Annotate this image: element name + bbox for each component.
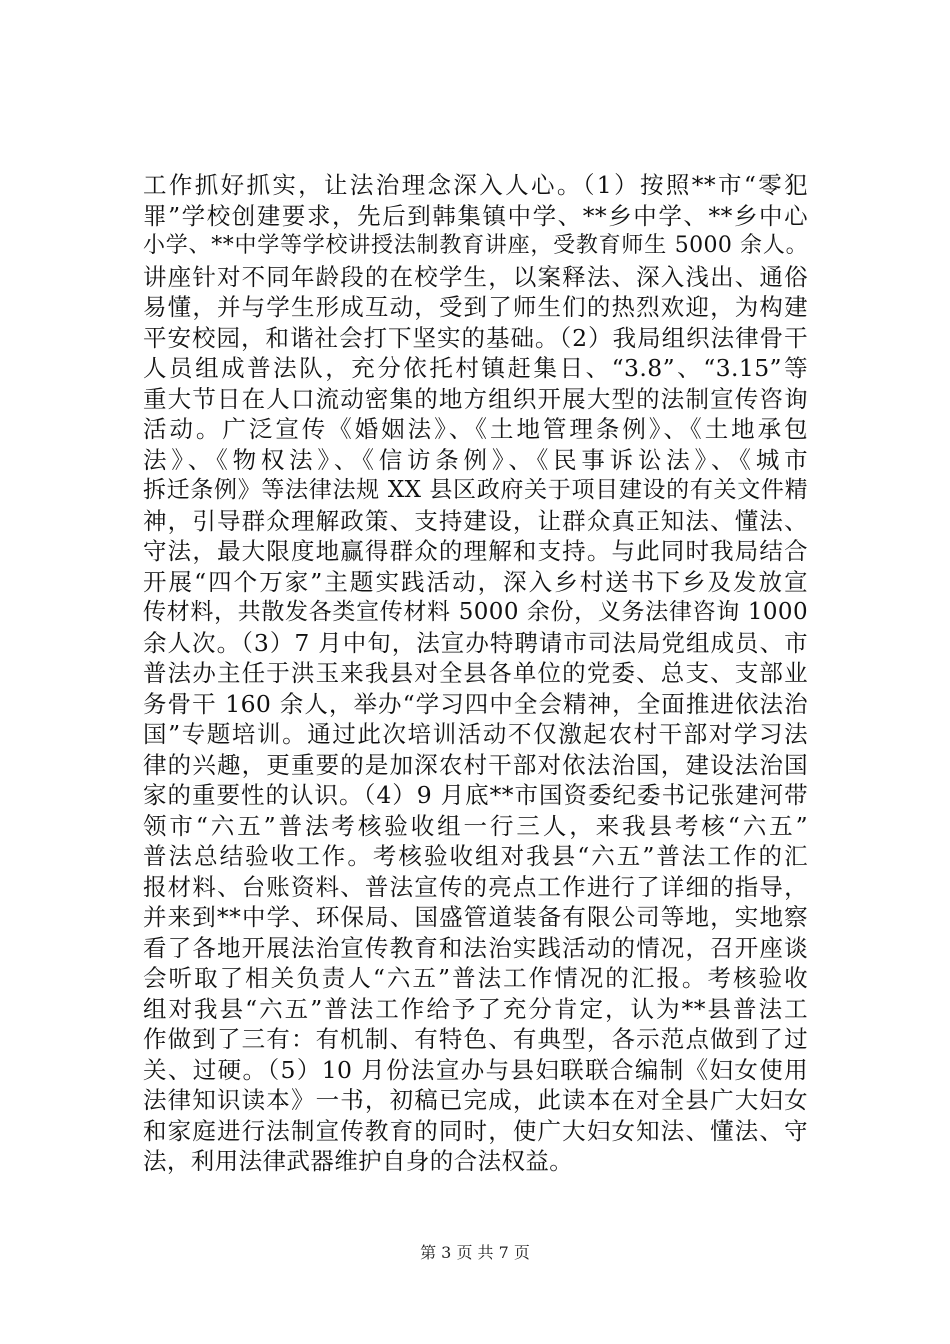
text-line: 律的兴趣，更重要的是加深农村干部对依法治国，建设法治国 bbox=[143, 750, 808, 779]
text-line: 法律知识读本》一书，初稿已完成，此读本在对全县广大妇女 bbox=[143, 1086, 808, 1114]
text-line: 小学、**中学等学校讲授法制教育讲座，受教育师生 5000 余人。 bbox=[143, 233, 808, 258]
text-line: 罪”学校创建要求，先后到韩集镇中学、**乡中学、**乡中心 bbox=[143, 201, 808, 230]
text-line: 拆迁条例》等法律法规 XX 县区政府关于项目建设的有关文件精 bbox=[143, 477, 808, 503]
page-number-footer: 第 3 页 共 7 页 bbox=[420, 1243, 530, 1262]
text-line: 普法办主任于洪玉来我县对全县各单位的党委、总支、支部业 bbox=[143, 659, 808, 687]
text-line: 平安校园，和谐社会打下坚实的基础。（2）我局组织法律骨干 bbox=[143, 323, 808, 352]
text-line: 重大节日在人口流动密集的地方组织开展大型的法制宣传咨询 bbox=[143, 384, 808, 413]
text-line: 作做到了三有：有机制、有特色、有典型，各示范点做到了过 bbox=[143, 1025, 808, 1053]
text-line: 报材料、台账资料、普法宣传的亮点工作进行了详细的指导， bbox=[143, 872, 808, 901]
text-line: 活动。广泛宣传《婚姻法》、《土地管理条例》、《土地承包 bbox=[143, 415, 808, 443]
text-line: 会听取了相关负责人“六五”普法工作情况的汇报。考核验收 bbox=[143, 964, 808, 992]
text-line: 易懂，并与学生形成互动，受到了师生们的热烈欢迎，为构建 bbox=[143, 293, 808, 321]
text-line: 家的重要性的认识。（4）9 月底**市国资委纪委书记张建河带 bbox=[143, 781, 808, 809]
text-line: 工作抓好抓实，让法治理念深入人心。（1）按照**市“零犯 bbox=[143, 171, 808, 199]
text-line: 务骨干 160 余人，举办“学习四中全会精神，全面推进依法治 bbox=[143, 689, 808, 718]
text-line: 关、过硬。（5）10 月份法宣办与县妇联联合编制《妇女使用 bbox=[143, 1055, 808, 1084]
text-line-last: 法，利用法律武器维护自身的合法权益。 bbox=[143, 1147, 574, 1175]
text-line: 传材料，共散发各类宣传材料 5000 余份，义务法律咨询 1000 bbox=[143, 599, 808, 625]
text-line: 国”专题培训。通过此次培训活动不仅激起农村干部对学习法 bbox=[143, 720, 808, 748]
text-line: 组对我县“六五”普法工作给予了充分肯定，认为**县普法工 bbox=[143, 994, 808, 1023]
body-paragraph bbox=[143, 170, 808, 1177]
text-line: 法》、《物权法》、《信访条例》、《民事诉讼法》、《城市 bbox=[143, 445, 808, 474]
text-line: 并来到**中学、环保局、国盛管道装备有限公司等地，实地察 bbox=[143, 903, 808, 931]
text-line: 和家庭进行法制宣传教育的同时，使广大妇女知法、懂法、守 bbox=[143, 1116, 808, 1145]
text-line: 普法总结验收工作。考核验收组对我县“六五”普法工作的汇 bbox=[143, 842, 808, 870]
text-line: 领市“六五”普法考核验收组一行三人，来我县考核“六五” bbox=[143, 811, 808, 840]
text-line: 余人次。（3）7 月中旬，法宣办特聘请市司法局党组成员、市 bbox=[143, 628, 808, 657]
text-line: 讲座针对不同年龄段的在校学生，以案释法、深入浅出、通俗 bbox=[143, 262, 808, 291]
text-line: 人员组成普法队，充分依托村镇赶集日、“3.8”、“3.15”等 bbox=[143, 354, 808, 382]
text-line: 神，引导群众理解政策、支持建设，让群众真正知法、懂法、 bbox=[143, 506, 808, 535]
text-line: 开展“四个万家”主题实践活动，深入乡村送书下乡及发放宣 bbox=[143, 567, 808, 596]
text-line: 守法，最大限度地赢得群众的理解和支持。与此同时我局结合 bbox=[143, 537, 808, 565]
text-line: 看了各地开展法治宣传教育和法治实践活动的情况，召开座谈 bbox=[143, 933, 808, 962]
